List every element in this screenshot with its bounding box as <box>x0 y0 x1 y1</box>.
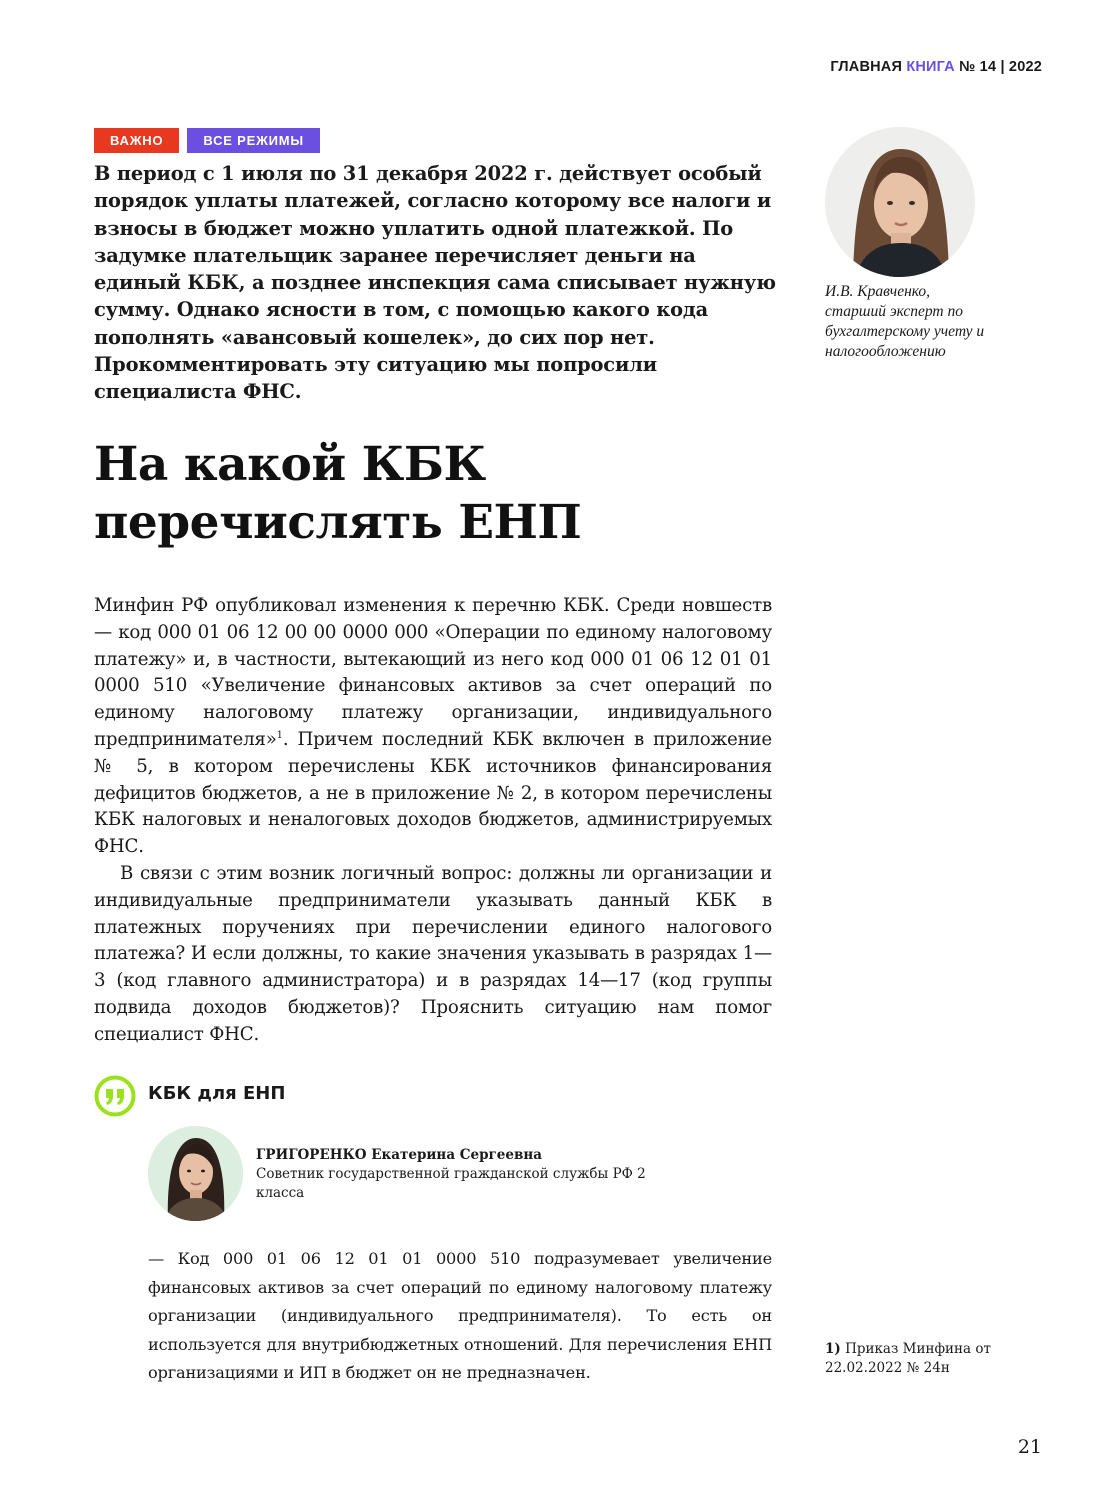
specialist-answer: — Код 000 01 06 12 01 01 0000 510 подразумевает увеличение финансовых активов за счет операций по единому налоговому платежу организации (индивидуального предпринимателя). То есть он используется для внутрибюджетных отношений. Для перечисления ЕНП организациями и ИП в бюджет он не предназначен. <box>148 1249 772 1382</box>
specialist-info <box>256 1146 676 1203</box>
author-role: старший эксперт по бухгалтерскому учету и налогообложению <box>825 303 985 360</box>
headline-line-2: перечислять ЕНП <box>94 495 582 550</box>
headline-line-1: На какой КБК <box>94 437 486 492</box>
article-body <box>94 593 772 1049</box>
tag-all-regimes: ВСЕ РЕЖИМЫ <box>187 128 320 153</box>
masthead-title: ГЛАВНАЯ <box>830 59 903 75</box>
body-paragraph-1 <box>94 593 772 861</box>
author-caption <box>825 282 1055 362</box>
quote-section-heading: КБК для ЕНП <box>148 1083 286 1104</box>
footnote-number: 1) <box>825 1341 841 1357</box>
author-photo <box>825 127 975 277</box>
body-paragraph-2: В связи с этим возник логичный вопрос: должны ли организации и индивидуальные предприниматели указывать данный КБК в платежных поручениях при перечислении единого налогового платежа? И если должны, то какие значения указывать в разрядах 1—3 (код главного администратора) и в разрядах 14—17 (код группы подвида доходов бюджетов)? Прояснить ситуацию нам помог специалист ФНС. <box>94 862 772 1045</box>
masthead-title-accent: КНИГА <box>906 59 955 75</box>
body-paragraph-1-text: Минфин РФ опубликовал изменения к перечню КБК. Среди новшеств — код 000 01 06 12 00 00 0000 000 «Операции по единому налоговому платежу» и, в частности, вытекающий из него код 000 01 06 12 01 01 0000 510 «Увеличение финансовых активов за счет операций по единому налоговому платежу организации, индивидуального предпринимателя» <box>94 595 772 750</box>
footnote <box>825 1340 1055 1378</box>
author-portrait-icon <box>825 127 975 277</box>
specialist-name: ГРИГОРЕНКО Екатерина Сергеевна <box>256 1147 542 1163</box>
masthead <box>830 59 1042 75</box>
specialist-photo <box>148 1126 243 1221</box>
masthead-issue: № 14 | 2022 <box>959 59 1042 75</box>
specialist-portrait-icon <box>148 1126 243 1221</box>
rubric-tags <box>94 128 320 153</box>
author-name: И.В. Кравченко, <box>825 283 931 300</box>
specialist-role: Советник государственной гражданской службы РФ 2 класса <box>256 1166 646 1201</box>
footnote-text: Приказ Минфина от 22.02.2022 № 24н <box>825 1341 991 1376</box>
article-headline <box>94 436 794 552</box>
quote-icon <box>94 1075 136 1117</box>
body-paragraph-1-rest: . Причем последний КБК включен в приложение № 5, в котором перечислены КБК источников финансирования дефицитов бюджетов, а не в приложение № 2, в котором перечислены КБК налоговых и неналоговых доходов бюджетов, администрируемых ФНС. <box>94 728 772 858</box>
tag-important: ВАЖНО <box>94 128 179 153</box>
footnote-reference: 1 <box>276 729 283 741</box>
page-number: 21 <box>1017 1436 1042 1458</box>
lead-paragraph: В период с 1 июля по 31 декабря 2022 г. действует особый порядок уплаты платежей, согласно которому все налоги и взносы в бюджет можно уплатить одной платежкой. По задумке плательщик заранее перечисляет деньги на единый КБК, а позднее инспекция сама списывает нужную сумму. Однако ясности в том, с помощью какого кода пополнять «авансовый кошелек», до сих пор нет. Прокомментировать эту ситуацию мы попросили специалиста ФНС. <box>94 162 776 404</box>
